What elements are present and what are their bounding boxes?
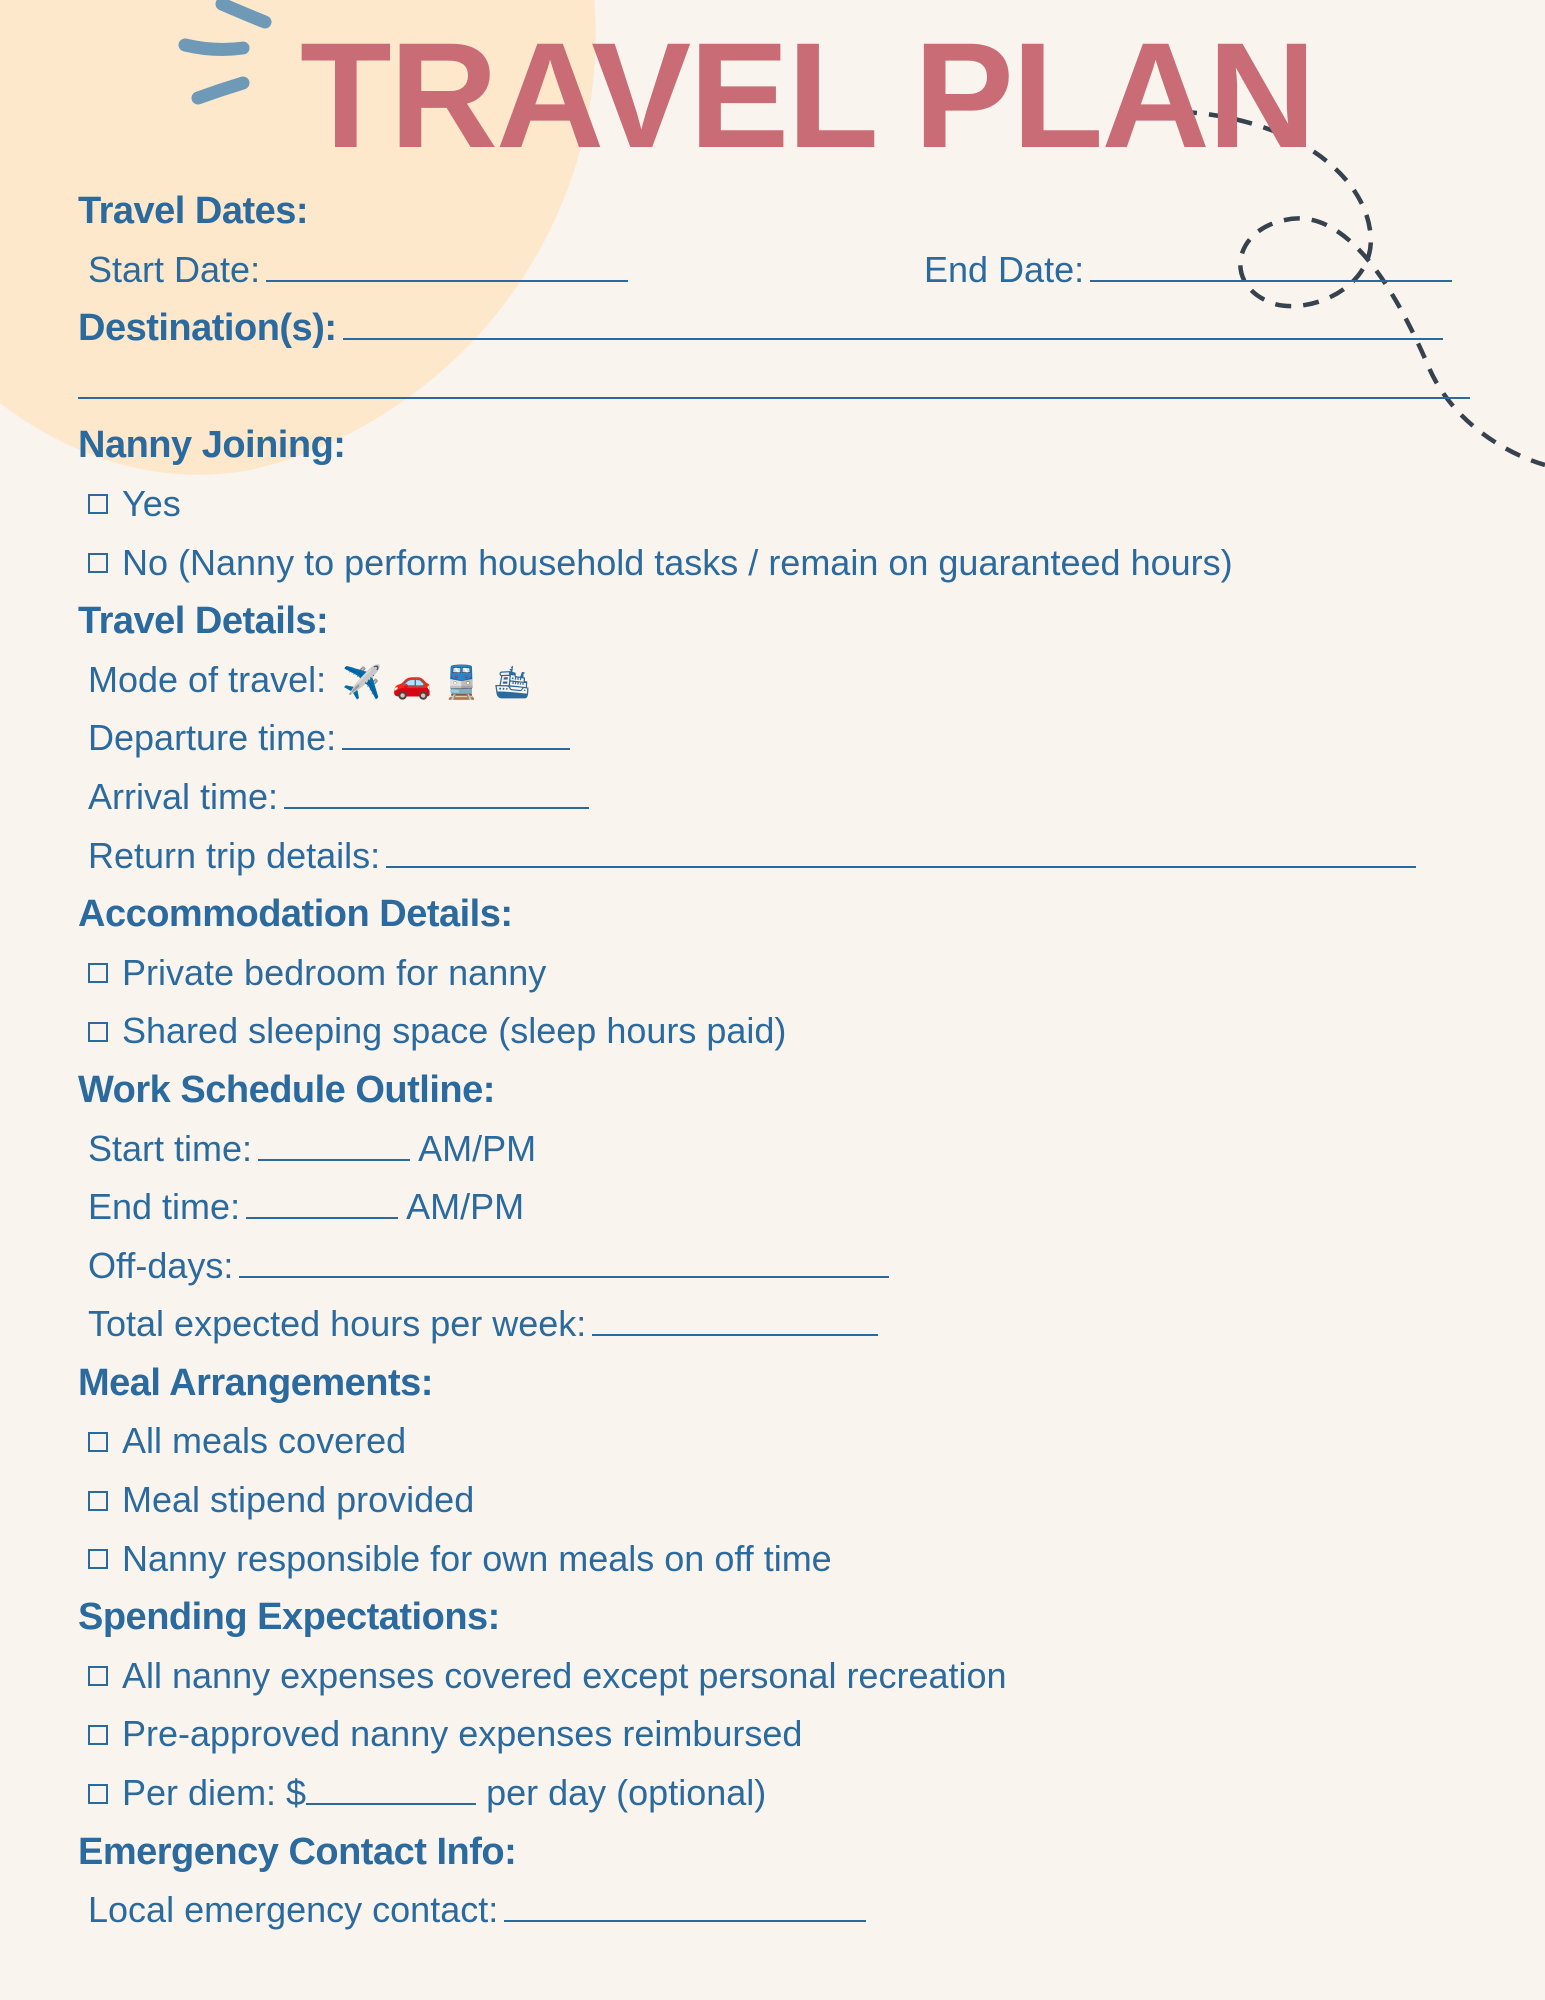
checkbox-icon[interactable] bbox=[88, 963, 108, 983]
nanny-joining-heading: Nanny Joining: bbox=[78, 424, 346, 467]
return-row bbox=[78, 827, 1478, 886]
local-contact-label: Local emergency contact: bbox=[88, 1889, 499, 1931]
mode-of-travel-label: Mode of travel: bbox=[88, 658, 327, 700]
checkbox-icon[interactable] bbox=[88, 1784, 108, 1804]
mode-of-travel-row bbox=[78, 651, 1478, 710]
return-field[interactable] bbox=[386, 840, 1416, 868]
option-label: All meals covered bbox=[122, 1420, 407, 1462]
start-date-label: Start Date: bbox=[88, 248, 261, 290]
spending-option-covered[interactable] bbox=[78, 1647, 1478, 1706]
destination-label: Destination(s): bbox=[78, 307, 337, 350]
arrival-row bbox=[78, 768, 1478, 827]
nanny-joining-no[interactable] bbox=[78, 534, 1478, 593]
checkbox-icon[interactable] bbox=[88, 1491, 108, 1511]
option-label: Yes bbox=[122, 482, 181, 524]
start-time-row bbox=[78, 1120, 1478, 1179]
local-contact-field[interactable] bbox=[504, 1894, 866, 1922]
end-date-label: End Date: bbox=[924, 248, 1085, 290]
ampm-label: AM/PM bbox=[418, 1127, 537, 1169]
end-time-field[interactable] bbox=[246, 1191, 398, 1219]
arrival-field[interactable] bbox=[284, 781, 589, 809]
checkbox-icon[interactable] bbox=[88, 1432, 108, 1452]
destination-field[interactable] bbox=[343, 312, 1443, 340]
checkbox-icon[interactable] bbox=[88, 1022, 108, 1042]
option-label: Pre-approved nanny expenses reimbursed bbox=[122, 1713, 803, 1755]
airplane-icon[interactable]: ✈️ bbox=[342, 664, 382, 701]
ship-icon[interactable]: 🛳 bbox=[491, 664, 533, 701]
train-icon[interactable]: 🚆 bbox=[441, 664, 482, 701]
meals-option-all[interactable] bbox=[78, 1412, 1478, 1471]
accommodation-shared[interactable] bbox=[78, 1002, 1478, 1061]
option-label: Meal stipend provided bbox=[122, 1479, 475, 1521]
page-title: TRAVEL PLAN bbox=[300, 11, 1315, 179]
checkbox-icon[interactable] bbox=[88, 1666, 108, 1686]
nanny-joining-yes[interactable] bbox=[78, 475, 1478, 534]
destination-line-2 bbox=[78, 358, 1478, 417]
destination-field-2[interactable] bbox=[78, 371, 1470, 399]
end-time-row bbox=[78, 1178, 1478, 1237]
ampm-label: AM/PM bbox=[406, 1186, 525, 1228]
checkbox-icon[interactable] bbox=[88, 1549, 108, 1569]
checkbox-icon[interactable] bbox=[88, 1725, 108, 1745]
offdays-field[interactable] bbox=[239, 1250, 889, 1278]
departure-row bbox=[78, 709, 1478, 768]
total-hours-field[interactable] bbox=[592, 1308, 878, 1336]
meals-option-stipend[interactable] bbox=[78, 1471, 1478, 1530]
spending-option-per-diem[interactable] bbox=[78, 1764, 1478, 1823]
checkbox-icon[interactable] bbox=[88, 553, 108, 573]
meals-heading: Meal Arrangements: bbox=[78, 1361, 433, 1404]
offdays-row bbox=[78, 1237, 1478, 1296]
departure-label: Departure time: bbox=[88, 717, 337, 759]
option-label: No (Nanny to perform household tasks / remain on guaranteed hours) bbox=[122, 541, 1233, 583]
date-row bbox=[78, 241, 1478, 300]
option-label: Shared sleeping space (sleep hours paid) bbox=[122, 1010, 787, 1052]
start-time-label: Start time: bbox=[88, 1127, 253, 1169]
travel-dates-heading: Travel Dates: bbox=[78, 190, 309, 232]
local-contact-row bbox=[78, 1881, 1478, 1940]
offdays-label: Off-days: bbox=[88, 1244, 234, 1286]
travel-plan-form bbox=[78, 182, 1478, 1940]
per-diem-suffix: per day (optional) bbox=[486, 1772, 767, 1814]
spending-option-reimbursed[interactable] bbox=[78, 1705, 1478, 1764]
end-time-label: End time: bbox=[88, 1186, 241, 1228]
destination-row bbox=[78, 299, 1478, 358]
emergency-heading: Emergency Contact Info: bbox=[78, 1830, 517, 1873]
per-diem-label: Per diem: $ bbox=[122, 1772, 307, 1814]
total-hours-row bbox=[78, 1295, 1478, 1354]
spending-heading: Spending Expectations: bbox=[78, 1596, 500, 1639]
total-hours-label: Total expected hours per week: bbox=[88, 1303, 587, 1345]
option-label: Nanny responsible for own meals on off time bbox=[122, 1537, 832, 1579]
arrival-label: Arrival time: bbox=[88, 775, 279, 817]
accommodation-private[interactable] bbox=[78, 944, 1478, 1003]
option-label: All nanny expenses covered except personal recreation bbox=[122, 1654, 1007, 1696]
start-time-field[interactable] bbox=[258, 1133, 410, 1161]
option-label: Private bedroom for nanny bbox=[122, 951, 547, 993]
burst-strokes-icon bbox=[185, 4, 265, 98]
end-date-field[interactable] bbox=[1090, 254, 1452, 282]
departure-field[interactable] bbox=[342, 722, 570, 750]
car-icon[interactable]: 🚗 bbox=[391, 664, 432, 701]
checkbox-icon[interactable] bbox=[88, 494, 108, 514]
per-diem-field[interactable] bbox=[306, 1777, 476, 1805]
return-label: Return trip details: bbox=[88, 834, 381, 876]
meals-option-own[interactable] bbox=[78, 1530, 1478, 1589]
accommodation-heading: Accommodation Details: bbox=[78, 893, 513, 936]
start-date-field[interactable] bbox=[266, 254, 628, 282]
work-schedule-heading: Work Schedule Outline: bbox=[78, 1068, 495, 1111]
travel-details-heading: Travel Details: bbox=[78, 600, 329, 643]
